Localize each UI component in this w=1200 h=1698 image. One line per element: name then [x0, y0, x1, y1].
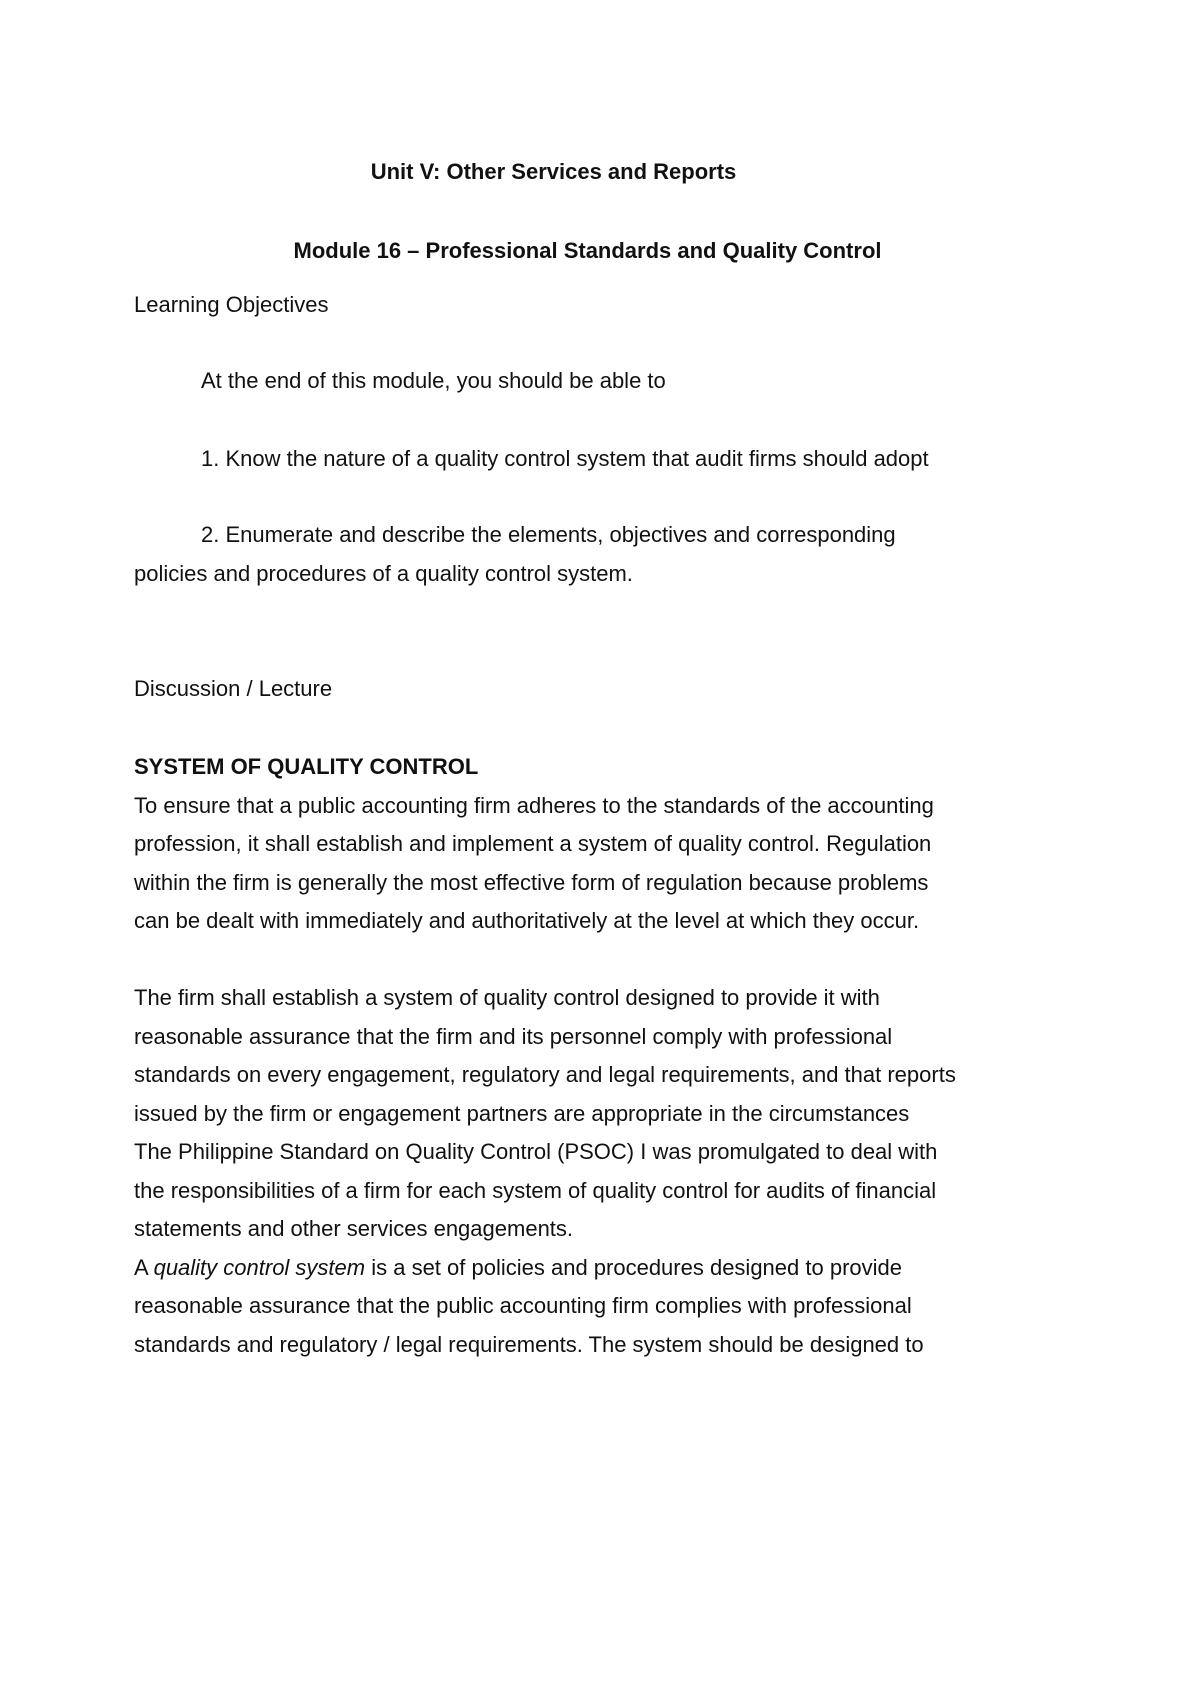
discussion-heading: Discussion / Lecture [134, 676, 333, 701]
paragraph-1-line: can be dealt with immediately and authoritatively at the level at which they occur. [134, 908, 920, 933]
paragraph-3-line-1 [134, 1257, 902, 1279]
paragraph-2-line: The Philippine Standard on Quality Control (PSOC) I was promulgated to deal with [134, 1139, 938, 1164]
objective-item-1: 1. Know the nature of a quality control system that audit firms should adopt [201, 446, 929, 471]
learning-objectives-heading: Learning Objectives [134, 292, 329, 317]
paragraph-3-prefix: A [134, 1255, 154, 1280]
paragraph-2-line: The firm shall establish a system of quality control designed to provide it with [134, 985, 880, 1010]
paragraph-2-line: standards on every engagement, regulatory and legal requirements, and that reports [134, 1062, 956, 1087]
unit-title: Unit V: Other Services and Reports [370, 159, 737, 184]
paragraph-2-line: reasonable assurance that the firm and its personnel comply with professional [134, 1024, 893, 1049]
section-heading: SYSTEM OF QUALITY CONTROL [134, 754, 479, 779]
quality-control-system-term: quality control system [153, 1255, 366, 1280]
paragraph-1-line: within the firm is generally the most effective form of regulation because problems [134, 870, 929, 895]
objective-item-2-line-1: 2. Enumerate and describe the elements, objectives and corresponding [201, 522, 896, 547]
paragraph-2-line: issued by the firm or engagement partners are appropriate in the circumstances [134, 1101, 910, 1126]
paragraph-2-line: the responsibilities of a firm for each system of quality control for audits of financial [134, 1178, 937, 1203]
paragraph-1-line: To ensure that a public accounting firm adheres to the standards of the accounting [134, 793, 934, 818]
objective-item-2-line-2: policies and procedures of a quality control system. [134, 561, 633, 586]
paragraph-3-line: reasonable assurance that the public accounting firm complies with professional [134, 1293, 912, 1318]
module-title: Module 16 – Professional Standards and Quality Control [293, 238, 882, 263]
paragraph-2-line: statements and other services engagements. [134, 1216, 574, 1241]
paragraph-3-line: standards and regulatory / legal requirements. The system should be designed to [134, 1332, 924, 1357]
paragraph-1-line: profession, it shall establish and implement a system of quality control. Regulation [134, 831, 932, 856]
objectives-intro: At the end of this module, you should be able to [201, 368, 666, 393]
paragraph-3-suffix: is a set of policies and procedures designed to provide [365, 1255, 902, 1280]
